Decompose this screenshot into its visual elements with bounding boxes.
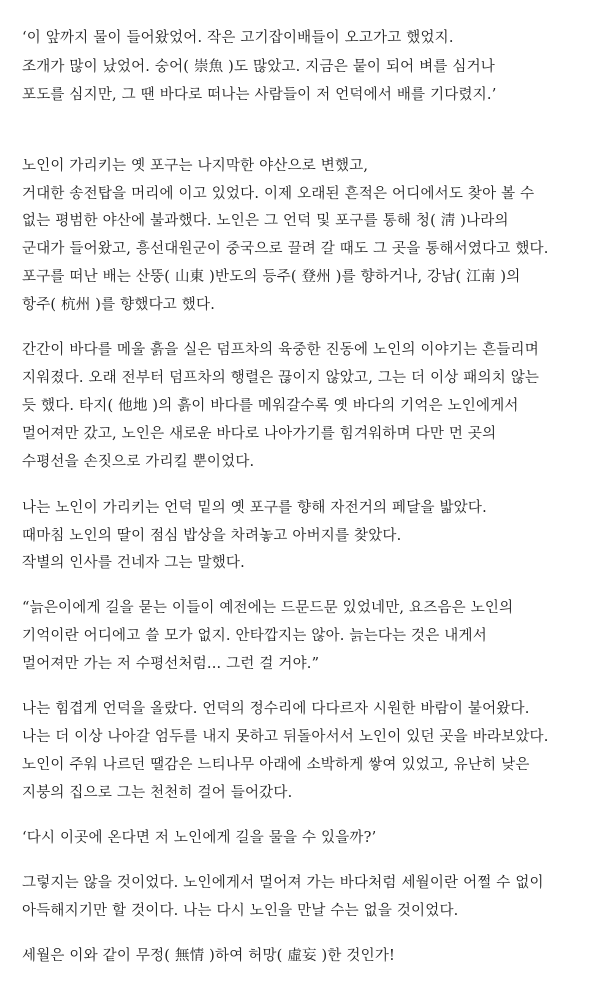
text-line: 조개가 많이 났었어. 숭어( 崇魚 )도 많았고. 지금은 뭍이 되어 벼를 심거나 — [22, 59, 496, 75]
text-line: 아득해지기만 할 것이다. 나는 다시 노인을 만날 수는 없을 것이었다. — [22, 903, 459, 919]
text-line: 지붕의 집으로 그는 천천히 걸어 들어갔다. — [22, 785, 293, 801]
text-line: 노인이 주워 나르던 땔감은 느티나무 아래에 소박하게 쌓여 있었고, 유난히 낮은 — [22, 757, 530, 773]
text-line: 멀어져만 갔고, 노인은 새로운 바다로 나아가기를 힘겨워하며 다만 먼 곳의 — [22, 426, 497, 442]
quote-line: 멀어져만 가는 저 수평선처럼... 그런 걸 거야.” — [22, 656, 320, 672]
text-line: 거대한 송전탑을 머리에 이고 있었다. 이제 오래된 흔적은 어디에서도 찾아 볼 수 — [22, 186, 535, 202]
text-line: ‘이 앞까지 물이 들어왔었어. 작은 고기잡이배들이 오고가고 했었지. — [22, 30, 454, 46]
text-line: 군대가 들어왔고, 흥선대원군이 중국으로 끌려 갈 때도 그 곳을 통해서였다고 했다. — [22, 241, 549, 257]
text-line: 나는 힘겹게 언덕을 올랐다. 언덕의 정수리에 다다르자 시원한 바람이 불어왔다. — [22, 701, 530, 717]
text-line: 나는 노인이 가리키는 언덕 밑의 옛 포구를 향해 자전거의 페달을 밟았다. — [22, 500, 487, 516]
quote-line: “늙은이에게 길을 묻는 이들이 예전에는 드문드문 있었네만, 요즈음은 노인의 — [22, 600, 514, 616]
text-line: 지워졌다. 오래 전부터 덤프차의 행렬은 끊이지 않았고, 그는 더 이상 패의치 않는 — [22, 370, 540, 386]
closing-line: 세월은 이와 같이 무정( 無情 )하여 허망( 虛妄 )한 것인가! — [22, 948, 396, 964]
quote-line: 기억이란 어디에고 쓸 모가 없지. 안타깝지는 않아. 늙는다는 것은 내게서 — [22, 628, 487, 644]
text-line: 나는 더 이상 나아갈 엄두를 내지 못하고 뒤돌아서서 노인이 있던 곳을 바라보았다. — [22, 729, 549, 745]
text-line: 항주( 杭州 )를 향했다고 했다. — [22, 297, 216, 313]
text-line: 간간이 바다를 메울 흙을 실은 덤프차의 육중한 진동에 노인의 이야기는 흔들리며 — [22, 342, 539, 358]
text-line: 포구를 떠난 배는 산뚱( 山東 )반도의 등주( 登州 )를 향하거나, 강남( 江南 )의 — [22, 269, 521, 285]
text-line: 노인이 가리키는 옛 포구는 나지막한 야산으로 변했고, — [22, 158, 369, 174]
text-line: 없는 평범한 야산에 불과했다. 노인은 그 언덕 및 포구를 통해 청( 淸 )나라의 — [22, 213, 509, 229]
text-line: 작별의 인사를 건네자 그는 말했다. — [22, 555, 245, 571]
text-line: 듯 했다. 타지( 他地 )의 흙이 바다를 메워갈수록 옛 바다의 기억은 노인에게서 — [22, 398, 519, 414]
text-line: 때마침 노인의 딸이 점심 밥상을 차려놓고 아버지를 찾았다. — [22, 528, 402, 544]
text-line: 포도를 심지만, 그 땐 바다로 떠나는 사람들이 저 언덕에서 배를 기다렸지.’ — [22, 87, 497, 103]
quote-line: ‘다시 이곳에 온다면 저 노인에게 길을 물을 수 있을까?’ — [22, 830, 377, 846]
text-line: 그렇지는 않을 것이었다. 노인에게서 멀어져 가는 바다처럼 세월이란 어쩔 수 없이 — [22, 875, 544, 891]
text-line: 수평선을 손짓으로 가리킬 뿐이었다. — [22, 454, 255, 470]
